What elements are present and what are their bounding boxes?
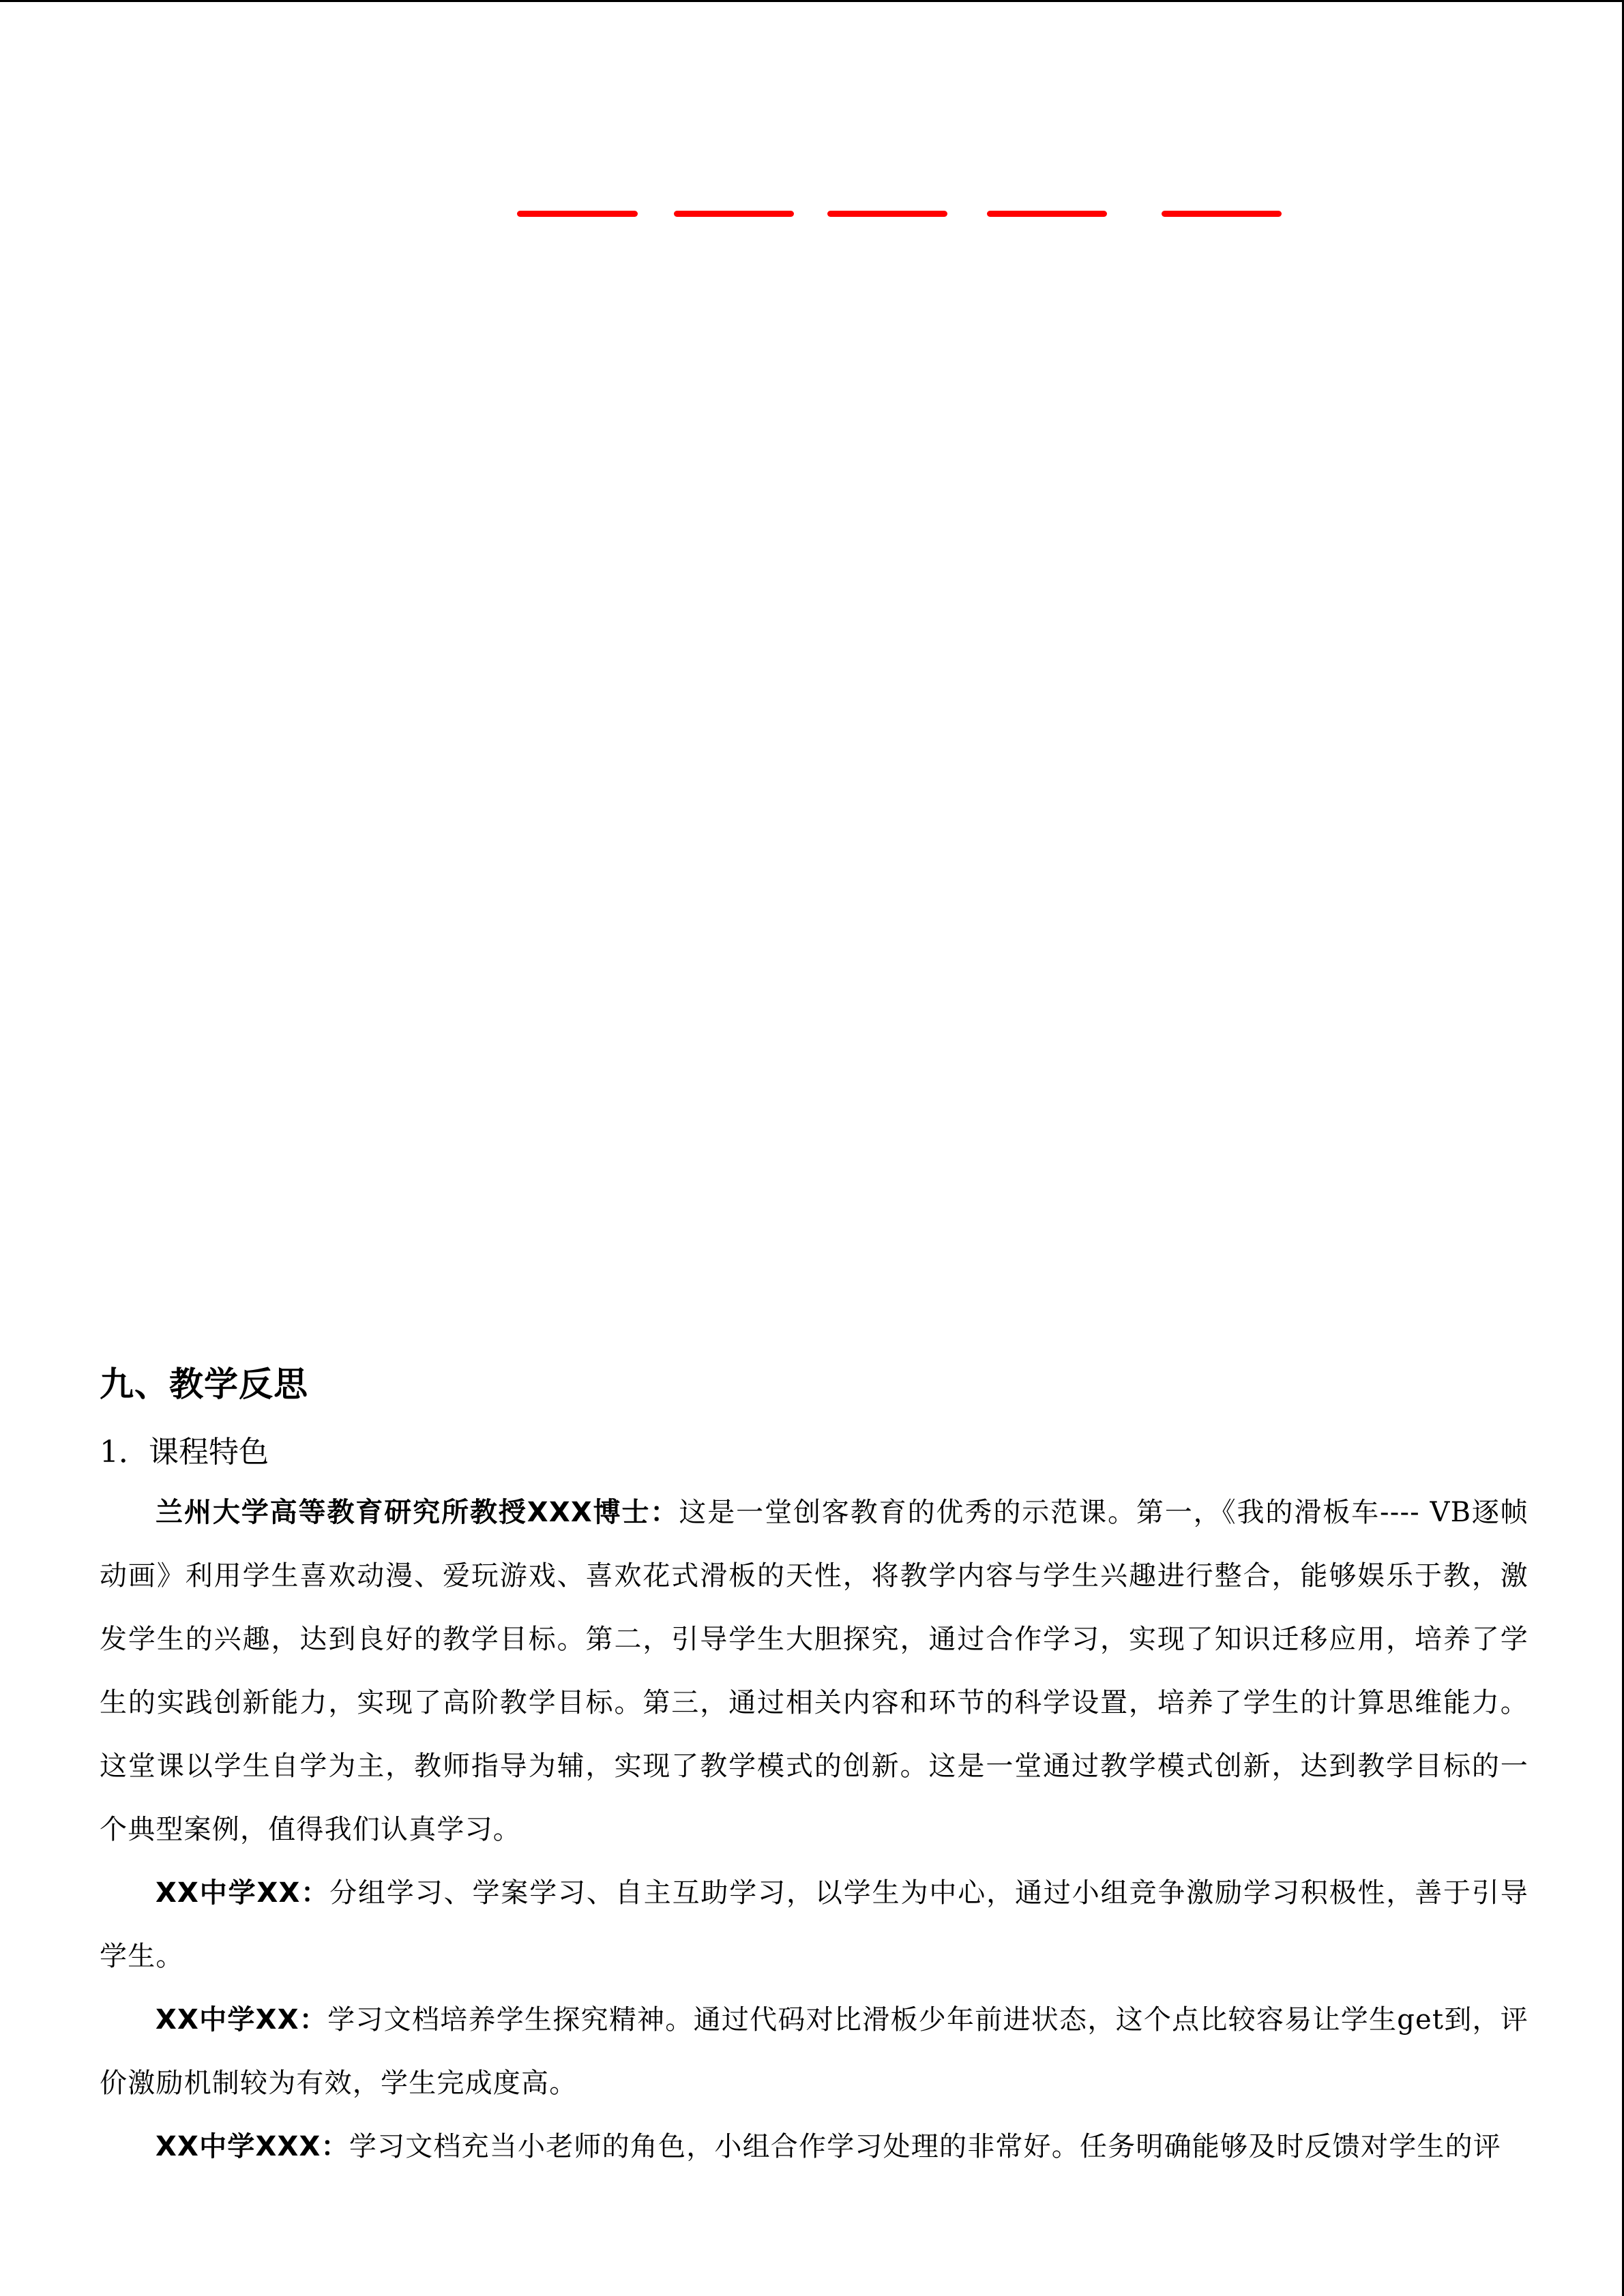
- comment-text: 这是一堂创客教育的优秀的示范课。第一，《我的滑板车---- VB逐帧动画》利用学生喜欢动漫、爱玩游戏、喜欢花式滑板的天性，将教学内容与学生兴趣进行整合，能够娱乐于教，激发学生的兴趣，达到良好的教学目标。第二，引导学生大胆探究，通过合作学习，实现了知识迁移应用，培养了学生的实践创新能力，实现了高阶教学目标。第三，通过相关内容和环节的科学设置，培养了学生的计算思维能力。这堂课以学生自学为主，教师指导为辅，实现了教学模式的创新。这是一堂通过教学模式创新，达到教学目标的一个典型案例，值得我们认真学习。: [100, 1497, 1529, 1845]
- page-top-border: [0, 0, 1624, 2]
- comment-speaker: 兰州大学高等教育研究所教授XXX博士：: [156, 1497, 679, 1528]
- red-dash-5: [1162, 211, 1282, 217]
- comment-text: 学习文档培养学生探究精神。通过代码对比滑板少年前进状态，这个点比较容易让学生get到，评价激励机制较为有效，学生完成度高。: [100, 2004, 1529, 2099]
- comment-speaker: XX中学XX：: [156, 2004, 328, 2036]
- comment-paragraph-3: [100, 1988, 1529, 2115]
- teaching-reflection-section: [100, 1357, 1529, 2179]
- comment-speaker: XX中学XX：: [156, 1877, 330, 1909]
- comment-text: 分组学习、学案学习、自主互助学习，以学生为中心，通过小组竞争激励学习积极性，善于引导学生。: [100, 1877, 1529, 1972]
- comment-paragraph-2: [100, 1862, 1529, 1988]
- comment-paragraph-4: [100, 2115, 1529, 2179]
- red-dash-2: [674, 211, 794, 217]
- red-dash-1: [517, 211, 638, 217]
- red-dash-4: [987, 211, 1107, 217]
- comment-paragraph-1: [100, 1481, 1529, 1862]
- course-features-subheading: 1．课程特色: [100, 1435, 269, 1470]
- red-dash-3: [827, 211, 947, 217]
- section-heading: 九、教学反思: [100, 1365, 308, 1404]
- comment-speaker: XX中学XXX：: [156, 2131, 349, 2162]
- comment-text: 学习文档充当小老师的角色，小组合作学习处理的非常好。任务明确能够及时反馈对学生的评: [349, 2131, 1502, 2162]
